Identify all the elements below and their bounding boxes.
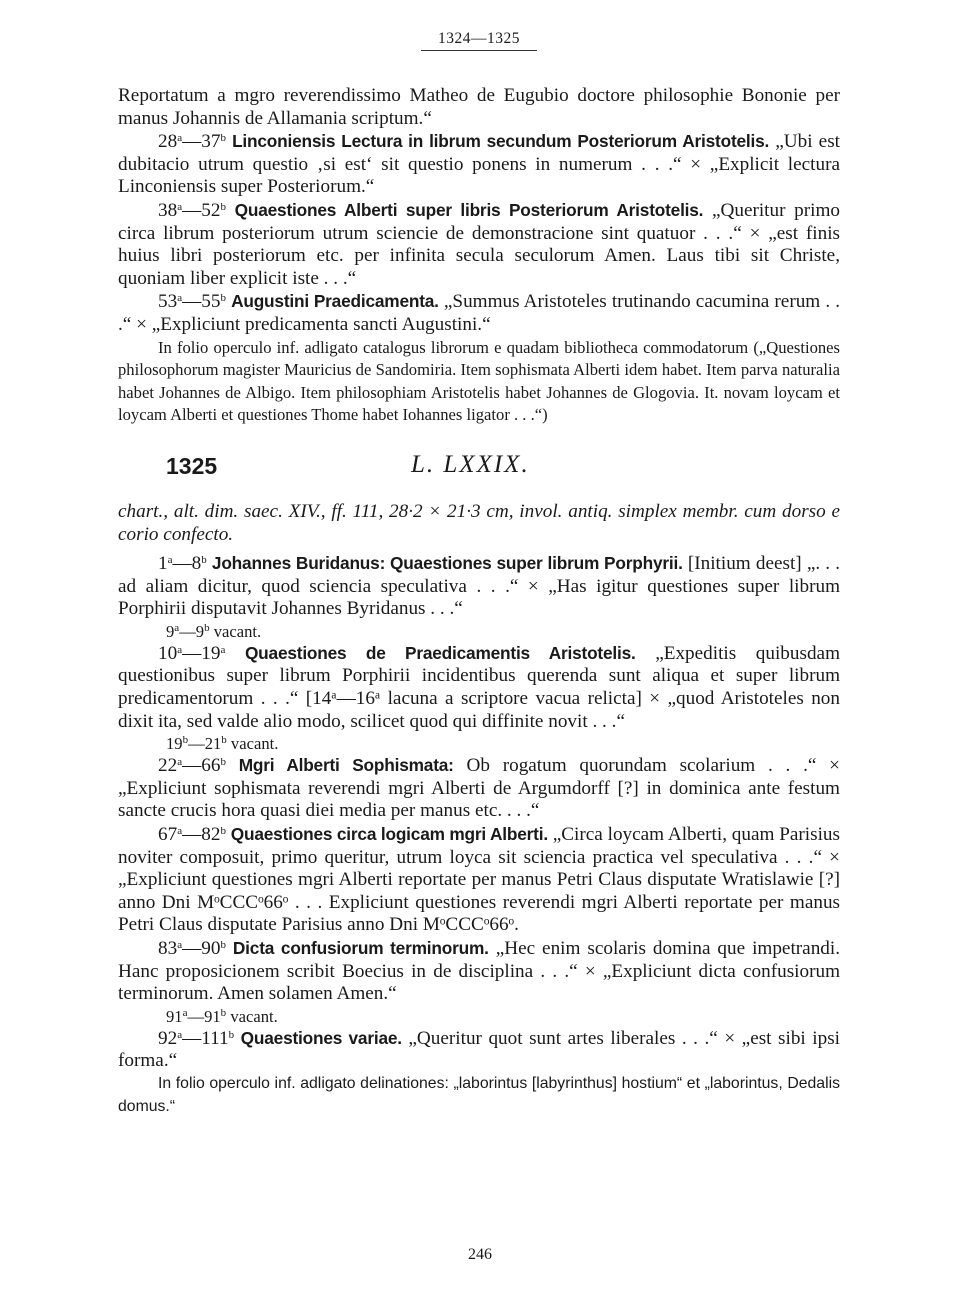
entry-signature: L. LXXIX. [411,450,530,478]
folio-end: 111 [201,1027,229,1049]
folio-end: 55 [201,291,221,313]
item-praedicamentis: 10$^a$—19$^a$ Quaestiones de Praedicamentis Aristotelis. „Expeditis quibusdam questionibus super librum Porphirii incidentibus querenda sunt aliqua et super librum predicamentorum . . .“ [14ᵃ—16ᵃ lacuna a scriptore vacua relicta] × „quod Aristoteles non dixit ita, sed valde alio modo, scilicet quod qui diffinite novit . . .“ [118,642,840,732]
item-text: „Expeditis quibusdam questionibus super librum Porphirii incidentibus querenda sunt aliqua et super librum predicamentorum . . .“ [14ᵃ—16ᵃ lacuna a scriptore vacua relicta] × „quod Aristoteles non dixit ita, sed valde alio modo, scilicet quod qui diffinite novit . . .“ [118,642,840,732]
folio-end: 37 [201,131,221,153]
folio-start: 83 [158,938,178,959]
item-title: Quaestiones de Praedicamentis Aristotelis. [244,642,636,663]
entry-heading [118,450,840,495]
item-variae: 92$^a$—111$^b$ Quaestiones variae. „Queritur quot sunt artes liberales . . .“ × „est sibi ipsi forma.“ [118,1027,841,1072]
folio-start: 53 [158,291,178,313]
item-text: „Summus Aristoteles trutinando cacumina rerum . . .“ × „Expliciunt predicamenta sancti Augustini.“ [118,291,841,335]
folio-start: 91 [166,1006,183,1026]
folio-end: 21 [204,734,222,754]
item-sophismata: 22$^a$—66$^b$ Mgri Alberti Sophismata: Ob rogatum quorundam scolarium . . .“ × „Expliciunt sophismata reverendi mgri Alberti de Argumdorff [?] in dominica ante festum sancte crucis hora quasi diei media per manus etc. . . .“ [118,755,841,822]
item-text: „Queritur quot sunt artes liberales . . .“ × „est sibi ipsi forma.“ [118,1027,841,1072]
item-title: Augustini Praedicamenta. [231,291,439,312]
header-pages: 1324—1325 [438,30,520,47]
folio-start: 22 [158,755,178,777]
header-rule [421,50,537,51]
vacant-line: 9$^a$—9$^b$ vacant. [166,621,262,641]
folio-end: 19 [201,642,221,664]
item-text: „Circa loycam Alberti, quam Parisius noviter composuit, primo queritur, utrum loyca sit sciencia practica vel speculativa . . .“ × „Expliciunt questiones mgri Alberti reportate per manus Petri Claus disputate Wratislawie [?] anno Dni MᵒCCCᵒ66ᵒ . . . Expliciunt questiones reverendi mgri Alberti reportate per manus Petri Claus disputate Parisius anno Dni MᵒCCCᵒ66ᵒ. [118,824,840,936]
item-text: „Queritur primo circa librum posteriorum utrum sciencie de demonstracione sint quatuor . . .“ × „est finis huius libri posteriorum etc. per infinita secula seculorum Amen. Laus tibi sit Christe, quoniam liber explicit iste . . .“ [118,199,841,289]
item-linconiensis: 28$^a$—37$^b$ Linconiensis Lectura in librum secundum Posteriorum Aristotelis. „Ubi est dubitacio utrum questio ‚si est‘ sit questio ponens in numerum . . .“ × „Explicit lectura Linconiensis super Posteriorum.“ [118,131,840,198]
item-text: „Hec enim scolaris domina que impetrandi. Hanc proposicionem scribit Boecius in de disciplina . . .“ × „Expliciunt dicta confusiorum terminorum. Amen solamen Amen.“ [118,938,841,1005]
entry-number: 1325 [166,452,218,479]
item-title: Dicta confusiorum terminorum. [232,938,489,958]
folio-end: 90 [201,938,221,959]
item-title: Mgri Alberti Sophismata: [238,755,454,776]
folio-end: 9 [195,621,205,641]
entry-1324-continuation: Reportatum a mgro reverendissimo Matheo de Eugubio doctore philosophie Bononie per manus Johannis de Allamania scriptum.“ [118,85,840,129]
vacant-line: 19$^b$—21$^b$ vacant. [166,734,279,754]
item-title: Linconiensis Lectura in librum secundum Posteriorum Aristotelis. [232,131,770,152]
item-dicta: 83$^a$—90$^b$ Dicta confusiorum terminorum. „Hec enim scolaris domina que impetrandi. Hanc proposicionem scribit Boecius in de disciplina . . .“ × „Expliciunt dicta confusiorum terminorum. Amen solamen Amen.“ [118,938,841,1005]
folio-end: 91 [204,1006,221,1026]
folio-start: 67 [158,824,178,846]
vacant-text: vacant. [226,1006,278,1026]
folio-start: 19 [166,734,183,754]
item-title: Quaestiones Alberti super libris Posteriorum Aristotelis. [234,199,704,220]
folio-end: 82 [201,824,221,846]
vacant-line: 91$^a$—91$^b$ vacant. [166,1006,278,1026]
folio-start: 92 [158,1027,178,1049]
item-title: Johannes Buridanus: Quaestiones super librum Porphyrii. [211,553,683,574]
folio-start: 38 [158,199,178,221]
codex-description: chart., alt. dim. saec. XIV., ff. 111, 28·2 × 21·3 cm, invol. antiq. simplex membr. cum dorso e corio confecto. [118,500,840,545]
page-number: 246 [468,1246,492,1263]
folio-end: 66 [201,755,221,777]
delineation-note: In folio operculo inf. adligato delinationes: „laborintus [labyrinthus] hostium“ et „laborintus, Dedalis domus.“ [118,1074,840,1115]
vacant-text: vacant. [226,734,279,754]
item-text: „Ubi est dubitacio utrum questio ‚si est‘ sit questio ponens in numerum . . .“ × „Explicit lectura Linconiensis super Posteriorum.“ [118,131,840,198]
page-body [118,30,840,1118]
vacant-text: vacant. [209,621,262,641]
item-title: Quaestiones circa logicam mgri Alberti. [230,824,548,845]
folio-end: 8 [191,553,202,575]
item-buridanus: 1$^a$—8$^b$ Johannes Buridanus: Quaestiones super librum Porphyrii. [Initium deest] „. . . ad aliam dicitur, quod sciencia speculativa . . .“ × „Has igitur questiones super librum Porphirii disputavit Johannes Byridanus . . .“ [118,553,840,620]
folio-start: 10 [158,642,178,664]
item-alberti-posteriorum: 38$^a$—52$^b$ Quaestiones Alberti super libris Posteriorum Aristotelis. „Queritur primo circa librum posteriorum utrum sciencie de demonstracione sint quatuor . . .“ × „est finis huius libri posteriorum etc. per infinita secula seculorum Amen. Laus tibi sit Christe, quoniam liber explicit iste . . .“ [118,199,841,289]
catalogue-note: In folio operculo inf. adligato catalogus librorum e quadam bibliotheca commodatorum („Questiones philosophorum magister Mauricius de Sandomiria. Item sophismata Alberti idem habet. Item parva naturalia habet Johannes de Albigo. Item philosophiam Aristotelis habet Johannes de Glogovia. It. novam loycam et loycam Alberti et questiones Thome habet Iohannes ligator . . .“) [118,337,840,425]
item-logicam: 67$^a$—82$^b$ Quaestiones circa logicam mgri Alberti. „Circa loycam Alberti, quam Parisius noviter composuit, primo queritur, utrum loyca sit sciencia practica vel speculativa . . .“ × „Expliciunt questiones mgri Alberti reportate per manus Petri Claus disputate Wratislawie [?] anno Dni MᵒCCCᵒ66ᵒ . . . Expliciunt questiones reverendi mgri Alberti reportate per manus Petri Claus disputate Parisius anno Dni MᵒCCCᵒ66ᵒ. [118,824,840,936]
folio-start: 1 [158,553,168,575]
item-title: Quaestiones variae. [240,1027,402,1048]
folio-end: 52 [201,199,221,221]
item-text: Ob rogatum quorundam scolarium . . .“ × „Expliciunt sophismata reverendi mgri Alberti de Argumdorff [?] in dominica ante festum sancte crucis hora quasi diei media per manus etc. . . .“ [118,755,841,822]
folio-start: 9 [166,621,175,641]
folio-start: 28 [158,131,178,153]
running-header [118,30,840,51]
item-text: [Initium deest] „. . . ad aliam dicitur, quod sciencia speculativa . . .“ × „Has igitur questiones super librum Porphirii disputavit Johannes Byridanus . . .“ [118,553,840,620]
item-augustini: 53$^a$—55$^b$ Augustini Praedicamenta. „Summus Aristoteles trutinando cacumina rerum . . .“ × „Expliciunt predicamenta sancti Augustini.“ [118,291,841,335]
